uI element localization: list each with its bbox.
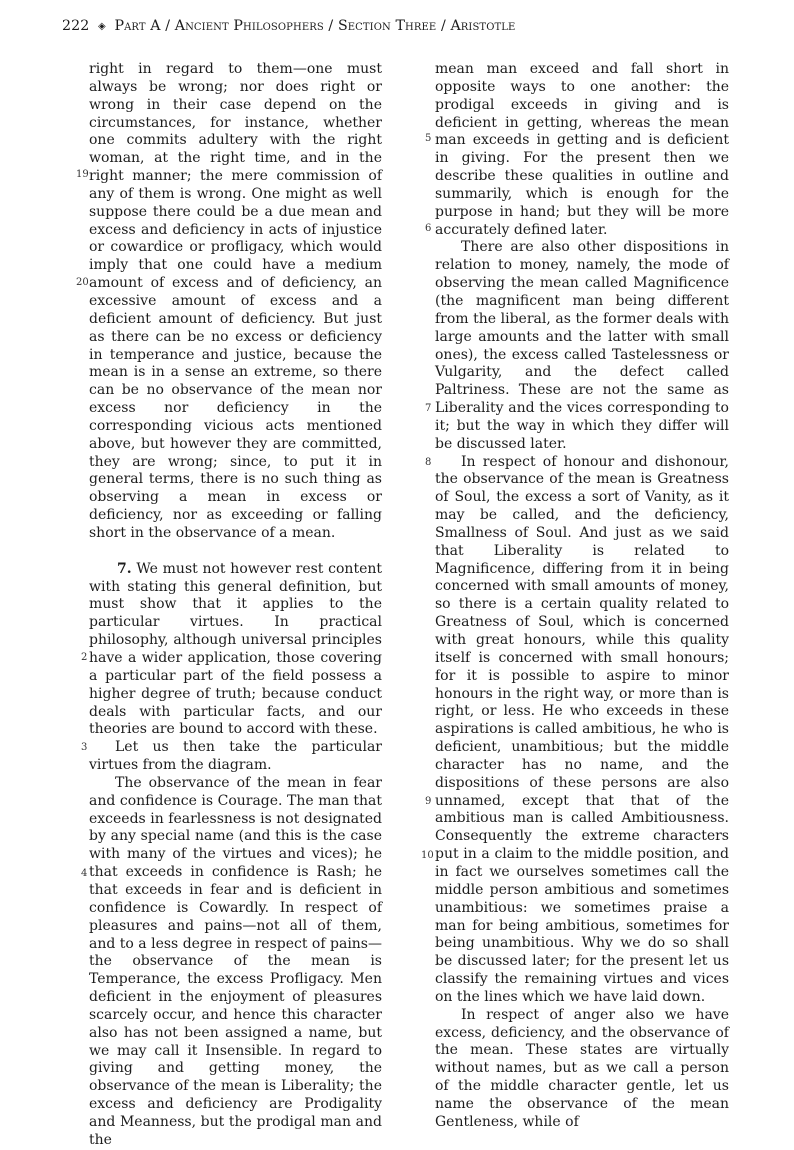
header-separator: / <box>328 18 334 34</box>
margin-number: 6 <box>425 223 432 234</box>
left-column <box>89 61 382 1150</box>
section-number: 7. <box>117 560 132 577</box>
paragraph: mean man exceed and fall short in opposite ways to one another: the prodigal exceeds in giving and is deficient in getting, whereas the mean man exceeds in getting and is deficient in giving. For the present then we describe these qualities in outline and summarily, which is enough for the purpose in hand; but they will be more accurately defined later. <box>435 61 729 238</box>
header-part: Part A <box>114 18 161 34</box>
section-paragraph <box>89 561 382 739</box>
header-section: Section Three <box>337 18 437 34</box>
paragraph: There are also other dispositions in relation to money, namely, the mode of observing the mean called Magnificence (the magnificent man being different from the liberal, as the former deals with large amounts and the latter with small ones), the excess called Tastelessness or Vulgarity, and the defect called Paltriness. These are not the same as Liberality and the vices corresponding to it; but the way in which they differ will be discussed later. <box>435 239 729 452</box>
margin-number: 5 <box>425 133 432 144</box>
header-author: Aristotle <box>450 18 516 34</box>
header-separator: / <box>440 18 446 34</box>
margin-number: 9 <box>425 796 432 807</box>
margin-number: 10 <box>421 850 434 861</box>
header-separator: / <box>165 18 171 34</box>
right-column <box>435 61 729 1132</box>
paragraph: The observance of the mean in fear and confidence is Courage. The man that exceeds in fearlessness is not designated by any special name (and this is the case with many of the virtues and vices); he that exceeds in confidence is Rash; he that exceeds in fear and is deficient in confidence is Cowardly. In respect of pleasures and pains—not all of them, and to a less degree in respect of pains—the observance of the mean is Temperance, the excess Profligacy. Men deficient in the enjoyment of pleasures scarcely occur, and hence this character also has not been assigned a name, but we may call it Insensible. In regard to giving and getting money, the observance of the mean is Liberality; the excess and deficiency are Prodigality and Meanness, but the prodigal man and the <box>89 774 382 1148</box>
margin-number: 4 <box>81 868 88 879</box>
margin-number: 2 <box>81 652 88 663</box>
margin-number: 8 <box>425 457 432 468</box>
paragraph: In respect of anger also we have excess, deficiency, and the observance of the mean. These states are virtually without names, but as we call a person of the middle character gentle, let us name the observance of the mean Gentleness, while of <box>435 1006 729 1130</box>
paragraph: Let us then take the particular virtues from the diagram. <box>89 739 382 774</box>
paragraph-text: We must not however rest content with stating this general definition, but must show that it applies to the particular virtues. In practical philosophy, although universal principles have a wider application, those covering a particular part of the field possess a higher degree of truth; because conduct deals with particular facts, and our theories are bound to accord with these. <box>89 560 383 738</box>
running-header <box>62 18 515 34</box>
margin-number: 19 <box>76 169 89 180</box>
header-book-title: Ancient Philosophers <box>174 18 324 34</box>
margin-number: 3 <box>81 742 88 753</box>
paragraph: In respect of honour and dishonour, the observance of the mean is Greatness of Soul, the excess a sort of Vanity, as it may be called, and the deficiency, Smallness of Soul. And just as we said that Liberality is related to Magnificence, differing from it in being concerned with small amounts of money, so there is a certain quality related to Greatness of Soul, which is concerned with great honours, while this quality itself is concerned with small honours; for it is possible to aspire to minor honours in the right way, or more than is right, or less. He who exceeds in these aspirations is called ambitious, he who is deficient, unambitious; but the middle character has no name, and the dispositions of these persons are also unnamed, except that that of the ambitious man is called Ambitiousness. Consequently the extreme characters put in a claim to the middle position, and in fact we ourselves sometimes call the middle person ambitious and sometimes unambitious: we sometimes praise a man for being ambitious, sometimes for being unambitious. Why we do so shall be discussed later; for the present let us classify the remaining virtues and vices on the lines which we have laid down. <box>435 453 729 1005</box>
diamond-separator-icon: ◈ <box>98 21 106 32</box>
margin-number: 20 <box>76 277 89 288</box>
page-number: 222 <box>62 18 90 34</box>
paragraph: right in regard to them—one must always be wrong; nor does right or wrong in their case depend on the circumstances, for instance, whether one commits adultery with the right woman, at the right time, and in the right manner; the mere commission of any of them is wrong. One might as well suppose there could be a due mean and excess and deficiency in acts of injustice or cowardice or profligacy, which would imply that one could have a medium amount of excess and of deficiency, an excessive amount of excess and a deficient amount of deficiency. But just as there can be no excess or deficiency in temperance and justice, because the mean is in a sense an extreme, so there can be no observance of the mean nor excess nor deficiency in the corresponding vicious acts mentioned above, but however they are committed, they are wrong; since, to put it in general terms, there is no such thing as observing a mean in excess or deficiency, nor as exceeding or falling short in the observance of a mean. <box>89 61 382 541</box>
margin-number: 7 <box>425 403 432 414</box>
